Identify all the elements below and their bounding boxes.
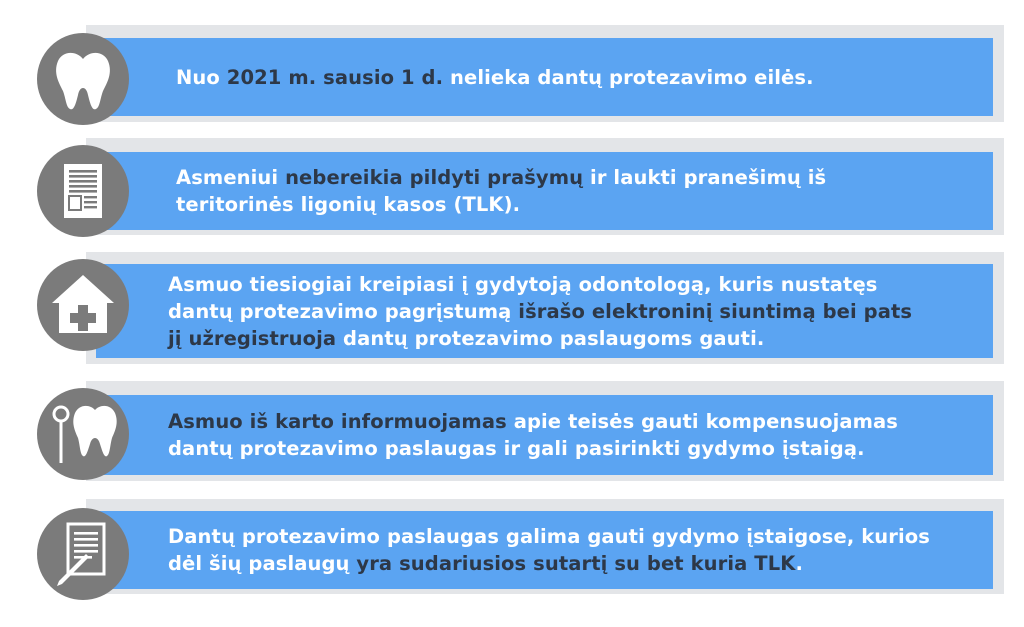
info-item-text <box>168 271 912 352</box>
info-item-bar <box>96 152 993 230</box>
dental-mirror-tooth-icon <box>37 388 129 480</box>
info-item-text <box>176 164 826 218</box>
icon-circle <box>37 508 129 600</box>
text-line: Asmeniui nebereikia pildyti prašymų ir laukti pranešimų iš <box>176 166 827 189</box>
info-item-text <box>168 408 898 462</box>
info-item-bar <box>96 38 993 116</box>
info-item-text <box>176 64 814 91</box>
text-line: dantų protezavimo paslaugas ir gali pasirinkti gydymo įstaigą. <box>168 437 865 460</box>
text-line: jį užregistruoja dantų protezavimo paslaugoms gauti. <box>168 326 765 350</box>
tooth-icon <box>37 33 129 125</box>
text-line: Asmuo iš karto informuojamas apie teisės gauti kompensuojamas <box>168 410 899 433</box>
info-item-text <box>168 523 930 577</box>
document-pen-icon <box>37 508 129 600</box>
icon-circle <box>37 145 129 237</box>
icon-circle <box>37 388 129 480</box>
clinic-house-icon <box>37 259 129 351</box>
info-item-bar <box>96 264 993 358</box>
info-item-bar <box>96 395 993 475</box>
info-item-bar <box>96 511 993 589</box>
icon-circle <box>37 259 129 351</box>
document-icon <box>37 145 129 237</box>
icon-circle <box>37 33 129 125</box>
text-line: Nuo 2021 m. sausio 1 d. nelieka dantų protezavimo eilės. <box>176 65 814 89</box>
text-line: dėl šių paslaugų yra sudariusios sutartį su bet kuria TLK. <box>168 552 803 575</box>
text-line: teritorinės ligonių kasos (TLK). <box>176 193 521 216</box>
text-line: Dantų protezavimo paslaugas galima gauti gydymo įstaigose, kurios <box>168 525 930 548</box>
text-line: dantų protezavimo pagrįstumą išrašo elektroninį siuntimą bei pats <box>168 299 913 323</box>
text-line: Asmuo tiesiogiai kreipiasi į gydytoją odontologą, kuris nustatęs <box>168 272 878 296</box>
